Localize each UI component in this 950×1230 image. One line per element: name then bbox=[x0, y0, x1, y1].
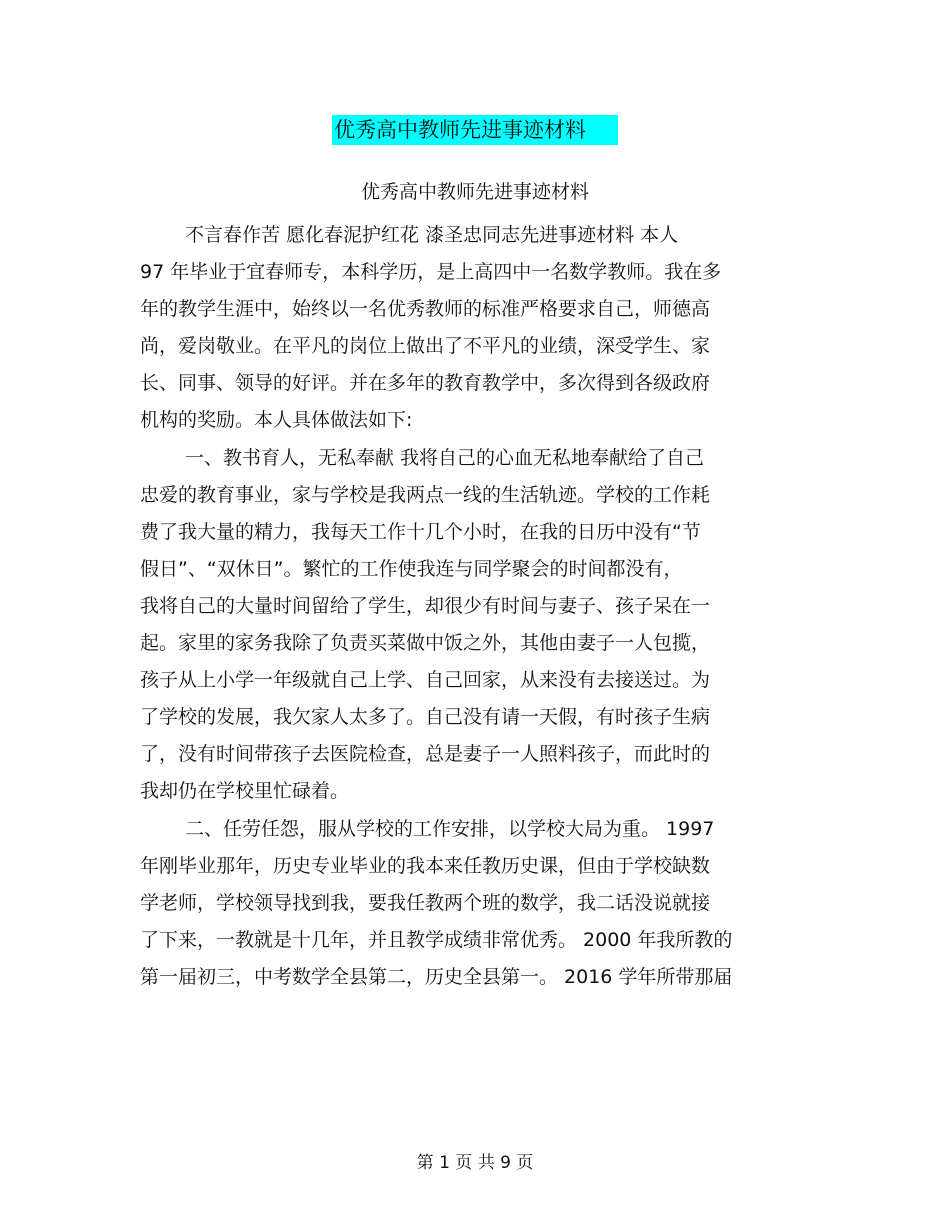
document-body bbox=[140, 221, 820, 1000]
body-line: 尚，爱岗敬业。在平凡的岗位上做出了不平凡的业绩，深受学生、家 bbox=[140, 335, 711, 358]
body-line: 机构的奖励。本人具体做法如下: bbox=[140, 409, 413, 432]
body-line: 第一届初三，中考数学全县第二，历史全县第一。 2016 学年所带那届 bbox=[140, 965, 733, 988]
body-line: 年的教学生涯中，始终以一名优秀教师的标准严格要求自己，师德高 bbox=[140, 298, 711, 321]
body-line: 了下来，一教就是十几年，并且教学成绩非常优秀。 2000 年我所教的 bbox=[140, 928, 733, 951]
highlighted-title-text: 优秀高中教师先进事迹材料 bbox=[332, 115, 618, 145]
body-line: 我将自己的大量时间留给了学生，却很少有时间与妻子、孩子呆在一 bbox=[140, 594, 711, 617]
body-line: 孩子从上小学一年级就自己上学、自己回家，从来没有去接送过。为 bbox=[140, 669, 711, 692]
body-line: 了，没有时间带孩子去医院检查，总是妻子一人照料孩子，而此时的 bbox=[140, 743, 711, 766]
body-line: 年刚毕业那年，历史专业毕业的我本来任教历史课，但由于学校缺数 bbox=[140, 854, 711, 877]
body-line: 起。家里的家务我除了负责买菜做中饭之外，其他由妻子一人包揽， bbox=[140, 632, 711, 655]
body-line: 假日”、“双休日”。繁忙的工作使我连与同学聚会的时间都没有， bbox=[140, 557, 683, 580]
body-line: 了学校的发展，我欠家人太多了。自己没有请一天假，有时孩子生病 bbox=[140, 706, 711, 729]
body-line: 97 年毕业于宜春师专，本科学历，是上高四中一名数学教师。我在多 bbox=[140, 261, 722, 284]
page-footer: 第 1 页 共 9 页 bbox=[416, 1153, 534, 1173]
body-line: 学老师，学校领导找到我，要我任教两个班的数学，我二话没说就接 bbox=[140, 891, 711, 914]
body-line: 我却仍在学校里忙碌着。 bbox=[140, 780, 350, 803]
body-line: 忠爱的教育事业，家与学校是我两点一线的生活轨迹。学校的工作耗 bbox=[140, 483, 711, 506]
body-line: 二、任劳任怨，服从学校的工作安排，以学校大局为重。 1997 bbox=[185, 817, 715, 840]
body-line: 一、教书育人，无私奉献 我将自己的心血无私地奉献给了自己 bbox=[185, 446, 705, 469]
body-line: 费了我大量的精力，我每天工作十几个小时，在我的日历中没有“节 bbox=[140, 520, 701, 543]
body-line: 不言春作苦 愿化春泥护红花 漆圣忠同志先进事迹材料 本人 bbox=[185, 224, 679, 246]
document-subtitle: 优秀高中教师先进事迹材料 bbox=[360, 181, 589, 203]
document-title bbox=[0, 115, 950, 145]
body-line: 长、同事、领导的好评。并在多年的教育教学中，多次得到各级政府 bbox=[140, 372, 711, 395]
